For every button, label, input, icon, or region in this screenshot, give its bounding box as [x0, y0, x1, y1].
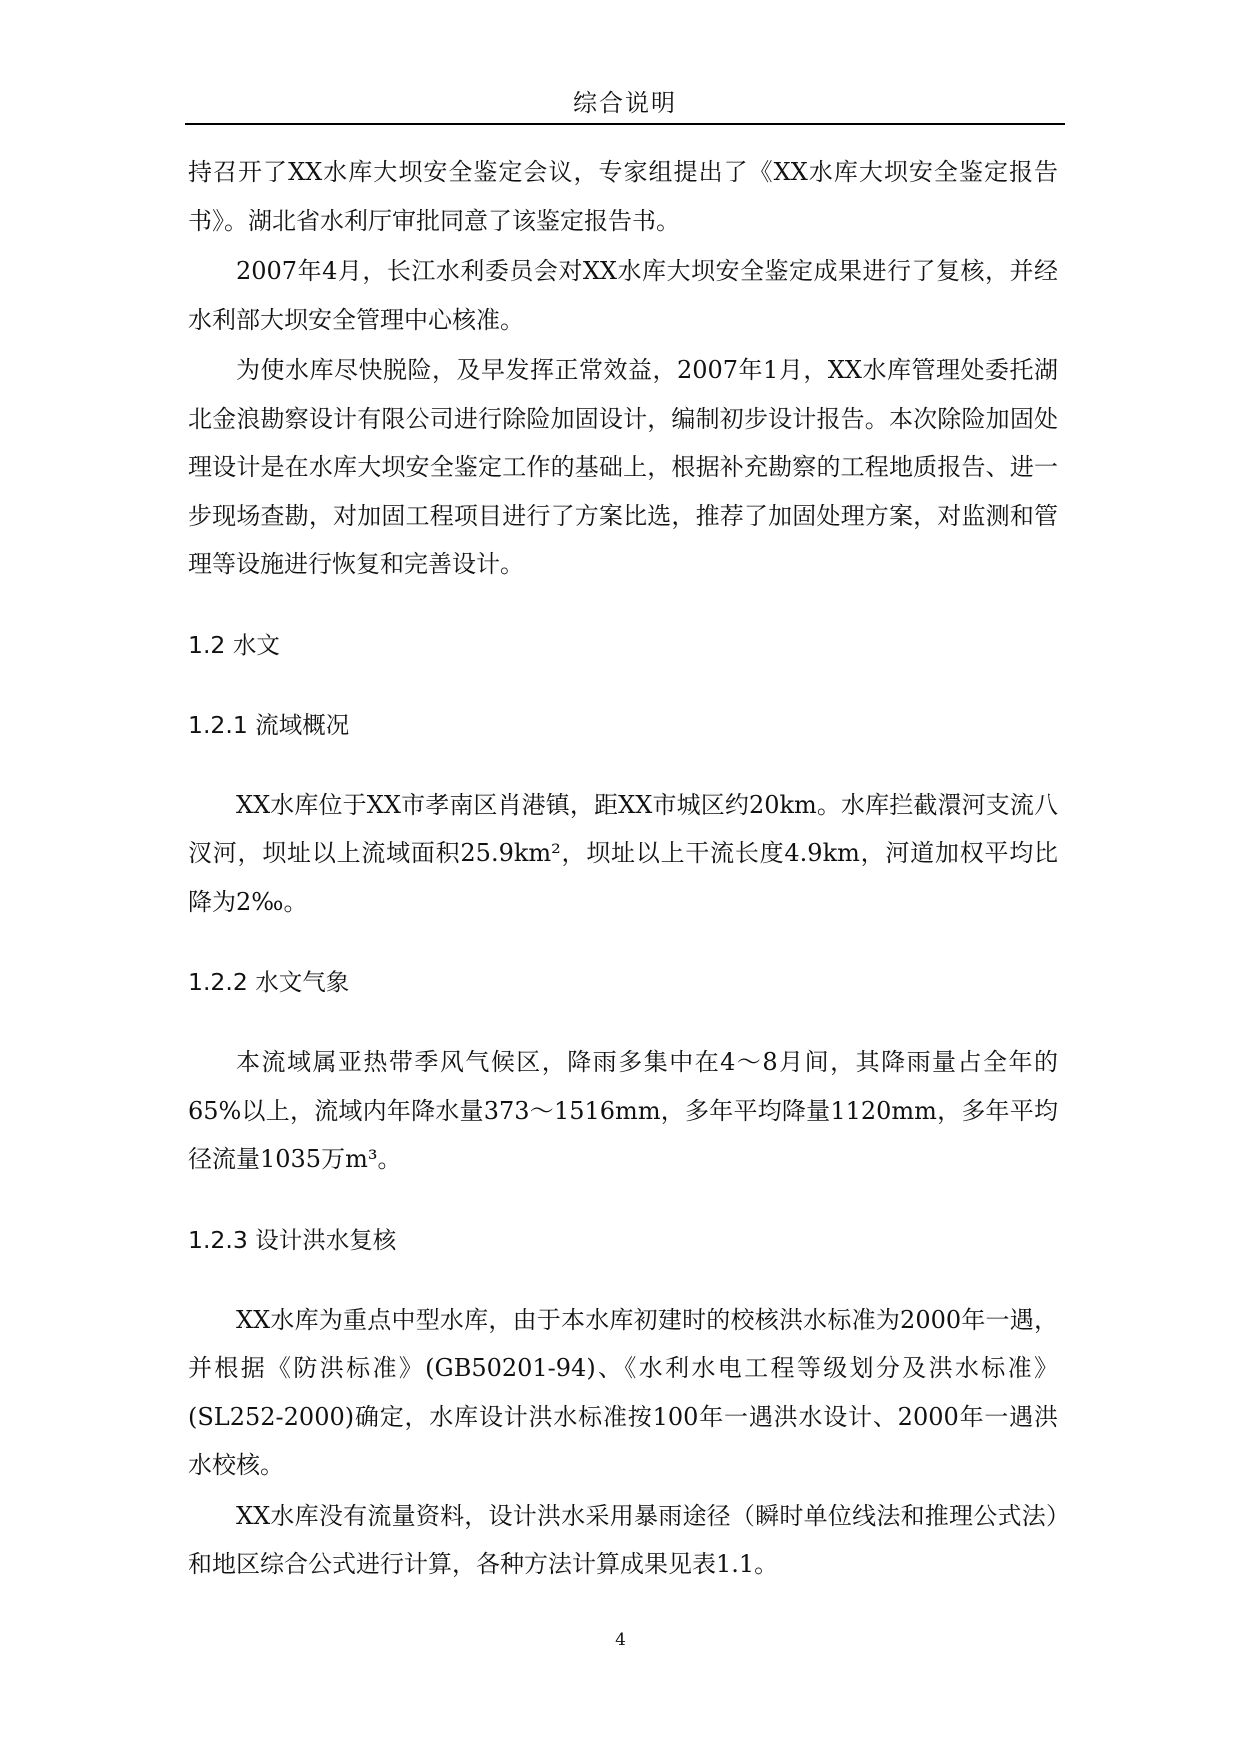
heading-hydrometeorology: 1.2.2 水文气象	[188, 968, 350, 996]
paragraph-flood-standard: XX水库为重点中型水库，由于本水库初建时的校核洪水标准为2000年一遇，并根据《防洪标准》(GB50201-94)、《水利水电工程等级划分及洪水标准》(SL252-2000)确定，水库设计洪水标准按100年一遇洪水设计、2000年一遇洪水校核。	[188, 1305, 1058, 1479]
document-body	[188, 148, 1058, 1591]
paragraph-hydrometeorology: 本流域属亚热带季风气候区，降雨多集中在4～8月间，其降雨量占全年的65%以上，流域内年降水量373～1516mm，多年平均降量1120mm，多年平均径流量1035万m³。	[188, 1048, 1058, 1173]
header-divider	[185, 123, 1065, 125]
paragraph-appraisal-meeting: 持召开了XX水库大坝安全鉴定会议，专家组提出了《XX水库大坝安全鉴定报告书》。湖北省水利厅审批同意了该鉴定报告书。	[188, 158, 1058, 235]
heading-basin-overview: 1.2.1 流域概况	[188, 710, 350, 739]
paragraph-basin-overview: XX水库位于XX市孝南区肖港镇，距XX市城区约20km。水库拦截澴河支流八汊河，坝址以上流域面积25.9km²，坝址以上干流长度4.9km，河道加权平均比降为2‰。	[188, 790, 1058, 916]
paragraph-flood-method: XX水库没有流量资料，设计洪水采用暴雨途径（瞬时单位线法和推理公式法）和地区综合公式进行计算，各种方法计算成果见表1.1。	[188, 1501, 1058, 1578]
heading-hydrology: 1.2 水文	[188, 630, 280, 659]
paragraph-design-commission: 为使水库尽快脱险，及早发挥正常效益，2007年1月，XX水库管理处委托湖北金浪勘察设计有限公司进行除险加固设计，编制初步设计报告。本次除险加固处理设计是在水库大坝安全鉴定工作的基础上，根据补充勘察的工程地质报告、进一步现场查勘，对加固工程项目进行了方案比选，推荐了加固处理方案，对监测和管理等设施进行恢复和完善设计。	[188, 356, 1058, 578]
paragraph-review-2007-04: 2007年4月，长江水利委员会对XX水库大坝安全鉴定成果进行了复核，并经水利部大坝安全管理中心核准。	[188, 257, 1058, 334]
page-header-title: 综合说明	[573, 89, 677, 117]
page-number: 4	[615, 1630, 626, 1650]
heading-design-flood-review: 1.2.3 设计洪水复核	[188, 1225, 397, 1254]
